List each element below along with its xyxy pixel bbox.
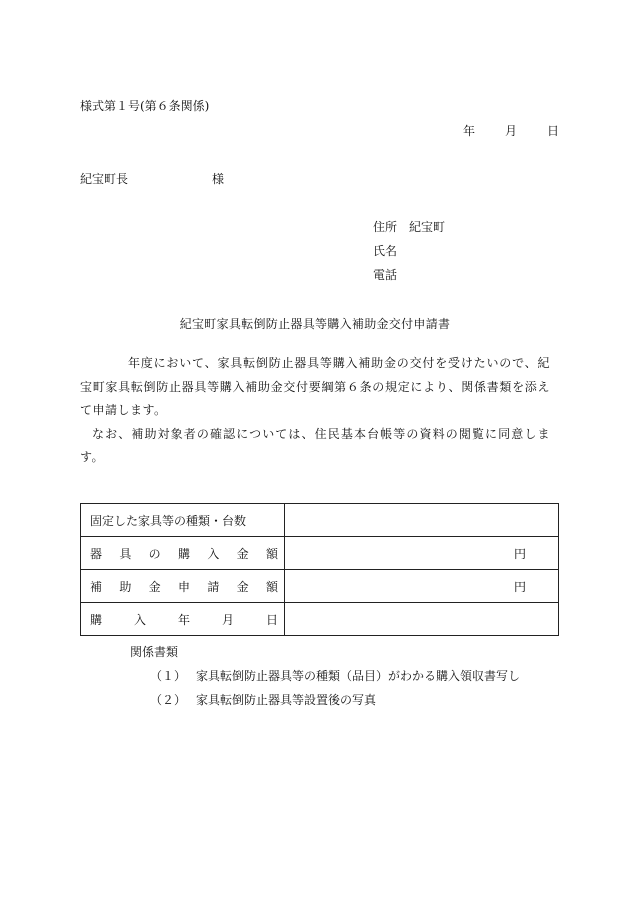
table-row [81,603,559,636]
date-line [463,125,559,137]
body-paragraph-2: なお、補助対象者の確認については、住民基本台帳等の資料の閲覧に同意します。 [80,426,550,464]
label-char: 補 [90,579,103,594]
related-document-number: （２） [150,693,187,707]
related-document-item [150,694,376,706]
body-paragraph-1: 年度において、家具転倒防止器具等購入補助金の交付を受けたいので、紀宝町家具転倒防止器具等購入補助金交付要綱第６条の規定により、関係書類を添えて申請します。 [80,356,550,417]
table-row [81,570,559,603]
label-char: 購 [177,546,190,561]
label-char: 日 [265,612,278,627]
address-label: 住所 [373,220,398,234]
date-day-label: 日 [547,124,560,138]
label-char: 月 [221,612,234,627]
date-month-label: 月 [505,124,518,138]
addressee-line [80,173,224,185]
label-char: 具 [119,546,132,561]
phone-label: 電話 [373,268,398,282]
label-char: 入 [133,612,146,627]
label-char: 金 [236,579,249,594]
label-char: 金 [236,546,249,561]
purchase-amount-label-chars [90,545,278,562]
subsidy-amount-label [81,570,285,603]
name-label: 氏名 [373,244,398,258]
applicant-phone-row [373,269,445,293]
label-char: 助 [119,579,132,594]
purchase-amount-label [81,537,285,570]
related-document-text: 家具転倒防止器具等の種類（品目）がわかる購入領収書写し [196,669,521,683]
label-char: 金 [148,579,161,594]
applicant-name-row [373,245,445,269]
form-number: 様式第１号(第６条関係) [80,99,210,113]
label-char: の [148,546,161,561]
honorific: 様 [212,172,225,186]
purchase-date-label [81,603,285,636]
info-table [80,503,559,636]
address-value: 紀宝町 [409,220,446,234]
label-char: 請 [207,579,220,594]
label-char: 額 [265,579,278,594]
related-document-number: （１） [150,669,187,683]
body-text [80,352,550,470]
label-char: 額 [265,546,278,561]
label-char: 申 [177,579,190,594]
purchase-date-label-chars [90,611,278,628]
applicant-block [373,221,445,293]
furniture-type-field[interactable] [285,504,559,537]
yen-unit: 円 [513,546,526,561]
yen-unit: 円 [513,579,526,594]
addressee: 紀宝町長 [80,172,129,186]
document-title: 紀宝町家具転倒防止器具等購入補助金交付申請書 [179,317,451,331]
related-document-item [150,670,520,682]
label-char: 器 [90,546,103,561]
table-row [81,504,559,537]
date-year-label: 年 [463,124,476,138]
label-char: 年 [177,612,190,627]
purchase-amount-field[interactable] [285,537,559,570]
related-documents-heading: 関係書類 [130,645,179,659]
label-char: 入 [207,546,220,561]
purchase-date-field[interactable] [285,603,559,636]
subsidy-amount-field[interactable] [285,570,559,603]
furniture-type-label: 固定した家具等の種類・台数 [81,504,285,537]
label-char: 購 [90,612,103,627]
related-document-text: 家具転倒防止器具等設置後の写真 [196,693,377,707]
applicant-address-row [373,221,445,245]
subsidy-amount-label-chars [90,578,278,595]
table-row [81,537,559,570]
